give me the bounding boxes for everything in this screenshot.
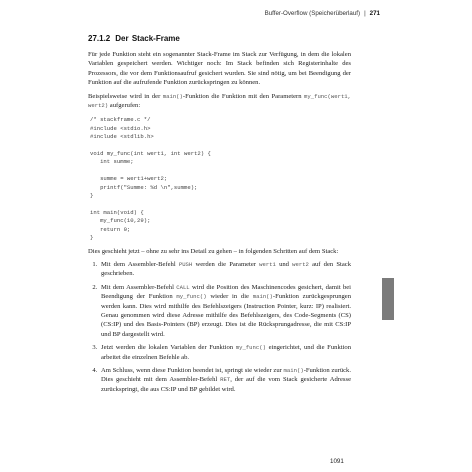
example-text-1: Beispielsweise wird in der <box>88 92 163 100</box>
step-text: -Funktion zurück. Dies geschieht mit dem Assembler-Befehl <box>101 367 351 384</box>
step-text: eingerichtet, und die Funktion arbeitet die einzelnen Befehle ab. <box>101 344 351 361</box>
step-text: werden die Parameter <box>192 260 260 268</box>
code-main: main() <box>283 367 304 374</box>
intro-paragraph: Für jede Funktion steht ein sogenannter Stack-Frame im Stack zur Verfügung, in dem die lokalen Variablen gespeichert werden. Wichtiger noch: Im Stack befinden sich Registerinhalte des Prozessors, die vor dem Funktionsaufruf gesichert wurden. Sie sind nötig, um bei Beendigung der Funktion auf die aufrufende Funktion zurückspringen zu können. <box>88 51 351 87</box>
example-paragraph <box>88 92 351 111</box>
code-push: PUSH <box>178 260 193 268</box>
step-text: auf den Stack geschrieben. <box>101 260 351 278</box>
code-my-func: my_func() <box>176 293 207 301</box>
example-text-2: -Funktion die Funktion mit den Parametern <box>182 92 305 100</box>
code-my-func: my_func() <box>235 344 266 352</box>
transition-paragraph: Dies geschieht jetzt – ohne zu sehr ins Detail zu gehen – in folgenden Schritten auf dem Stack: <box>88 247 339 255</box>
example-text-3: aufgerufen: <box>108 102 141 110</box>
step-4 <box>99 366 351 394</box>
steps-list <box>88 260 351 394</box>
code-my-func: my_func(wert1, wert2) <box>88 92 352 110</box>
step-text: Mit dem Assembler-Befehl <box>101 260 179 268</box>
separator: | <box>364 10 366 17</box>
folio: 1091 <box>330 458 344 465</box>
step-text: Mit dem Assembler-Befehl <box>101 283 177 291</box>
step-2 <box>99 283 351 339</box>
code-listing: /* stackframe.c */ #include <stdio.h> #include <stdlib.h> void my_func(int wert1, int wert2) { int summe; summe = wert1+wert2; printf("Summe: %d \n",summe); } int main(void) { my_func(10,29); return 0; } <box>90 116 211 242</box>
step-text: -Funktion zurückgesprungen werden kann. Dies wird mithilfe des Befehlszeigers (Instruction Pointer, kurz: IP) realisiert. Genau genommen wird diese Adresse mithilfe des Befehlszeigers, des Code-Segments (CS) (CS:IP) und des Basis-Pointers (BP) erzeugt. Dies ist die Rücksprungadresse, die mit CS:IP und BP dargestellt wird. <box>101 293 352 338</box>
page-content <box>88 34 351 398</box>
chapter-title: Buffer-Overflow (Speicherüberlauf) <box>264 10 361 17</box>
code-wert2: wert2 <box>292 260 309 268</box>
section-title: Der Stack-Frame <box>115 34 180 43</box>
code-main: main() <box>162 92 183 100</box>
page-number: 271 <box>369 10 380 17</box>
step-1 <box>99 260 351 279</box>
step-text: und <box>275 260 293 268</box>
code-call: CALL <box>176 283 190 291</box>
code-main: main() <box>252 293 273 301</box>
step-text: Am Schluss, wenn diese Funktion beendet ist, springt sie wieder zur <box>101 367 284 374</box>
chapter-tab-marker <box>382 278 394 320</box>
code-ret: RET <box>220 376 231 384</box>
step-text: Jetzt werden die lokalen Variablen der Funktion <box>101 344 236 352</box>
code-wert1: wert1 <box>259 260 276 268</box>
running-head <box>265 10 380 17</box>
step-text: , der auf die vom Stack gesicherte Adresse zurückspringt, die aus CS:IP und BP gebildet wird. <box>101 376 351 393</box>
step-3 <box>99 343 351 362</box>
section-number: 27.1.2 <box>88 34 111 43</box>
step-text: wird die Position des Maschinencodes gesichert, damit bei Beendigung der Funktion <box>101 283 351 301</box>
step-text: wieder in die <box>206 293 253 301</box>
section-heading <box>88 34 351 43</box>
